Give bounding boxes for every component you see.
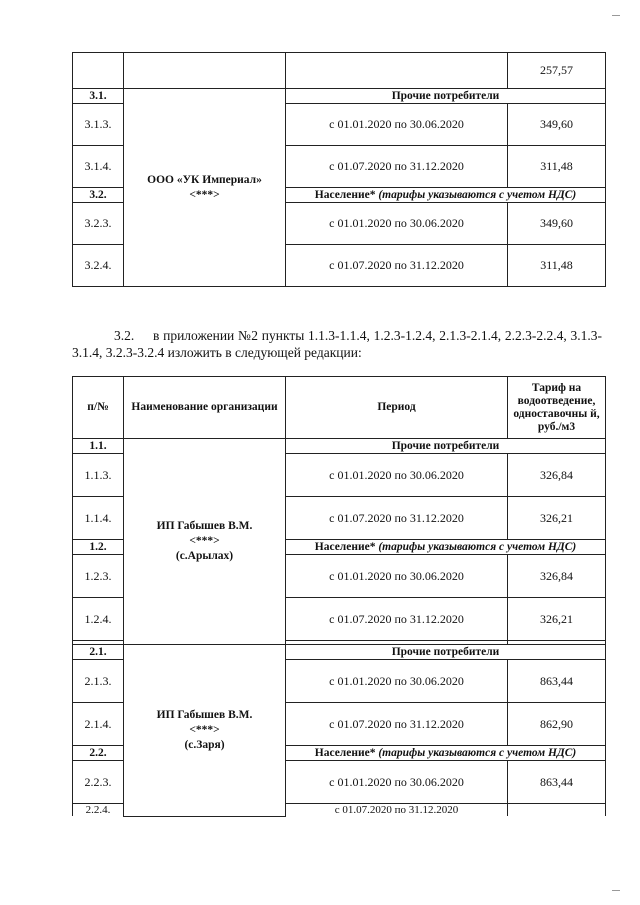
organization-name: ООО «УК Империал»: [147, 173, 262, 186]
period: с 01.01.2020 по 30.06.2020: [286, 203, 508, 245]
period: с 01.01.2020 по 30.06.2020: [286, 454, 508, 497]
section-number: 3.1.: [73, 89, 124, 104]
table-cell: [124, 53, 286, 89]
tariff-table-continued: [72, 52, 606, 287]
header-tariff: Тариф на водоотведение, одноставочны й, руб./м3: [508, 377, 606, 439]
period: с 01.01.2020 по 30.06.2020: [286, 761, 508, 804]
row-number: 2.2.3.: [73, 761, 124, 804]
header-number: п/№: [73, 377, 124, 439]
table-cell: [286, 53, 508, 89]
period: с 01.01.2020 по 30.06.2020: [286, 555, 508, 598]
period: с 01.07.2020 по 31.12.2020: [286, 497, 508, 540]
row-number: 3.2.3.: [73, 203, 124, 245]
section-number: 2.2.: [73, 746, 124, 761]
paragraph-text: в приложении №2 пункты 1.1.3-1.1.4, 1.2.3-1.2.4, 2.1.3-2.1.4, 2.2.3-2.2.4, 3.1.3-3.1.4, 3.2.3-3.2.4 изложить в следующей редакции:: [72, 328, 603, 360]
organization-code: <***>: [189, 188, 220, 201]
section-number: 3.2.: [73, 188, 124, 203]
section-label: Население* (тарифы указываются с учетом НДС): [286, 188, 606, 203]
period: с 01.07.2020 по 31.12.2020: [286, 245, 508, 287]
tariff-value: [508, 804, 606, 817]
period: с 01.01.2020 по 30.06.2020: [286, 660, 508, 703]
organization-name: ИП Габышев В.М.: [156, 708, 253, 721]
row-number: 3.1.4.: [73, 146, 124, 188]
row-number: 3.2.4.: [73, 245, 124, 287]
tariff-table: [72, 376, 606, 817]
scan-mark: [612, 15, 620, 16]
period: с 01.07.2020 по 31.12.2020: [286, 598, 508, 641]
period: с 01.01.2020 по 30.06.2020: [286, 104, 508, 146]
row-number: 2.2.4.: [73, 804, 124, 817]
section-label: Прочие потребители: [286, 89, 606, 104]
tariff-value: 326,84: [508, 454, 606, 497]
organization-place: (с.Арылах): [175, 550, 234, 562]
section-number: 2.1.: [73, 645, 124, 660]
paragraph-number: 3.2.: [114, 328, 135, 343]
section-number: 1.2.: [73, 540, 124, 555]
tariff-value: 311,48: [508, 245, 606, 287]
organization-cell: [124, 89, 286, 287]
row-number: 1.1.4.: [73, 497, 124, 540]
tariff-value: 326,21: [508, 497, 606, 540]
tariff-value: 349,60: [508, 203, 606, 245]
organization-code: <***>: [189, 535, 220, 547]
tariff-value: 326,21: [508, 598, 606, 641]
organization-cell: [124, 439, 286, 645]
row-number: 2.1.3.: [73, 660, 124, 703]
section-number: 1.1.: [73, 439, 124, 454]
organization-cell: [124, 645, 286, 817]
tariff-value: 257,57: [508, 53, 606, 89]
period: с 01.07.2020 по 31.12.2020: [286, 146, 508, 188]
row-number: 1.2.4.: [73, 598, 124, 641]
row-number: 1.2.3.: [73, 555, 124, 598]
organization-code: <***>: [189, 723, 220, 736]
period: с 01.07.2020 по 31.12.2020: [286, 703, 508, 746]
tariff-value: 311,48: [508, 146, 606, 188]
scan-mark: [612, 890, 620, 891]
section-label: Население* (тарифы указываются с учетом НДС): [286, 540, 606, 555]
row-number: 1.1.3.: [73, 454, 124, 497]
tariff-value: 863,44: [508, 761, 606, 804]
amendment-paragraph: [72, 327, 602, 361]
table-cell: [73, 53, 124, 89]
row-number: 3.1.3.: [73, 104, 124, 146]
organization-place: (с.Заря): [184, 738, 225, 751]
row-number: 2.1.4.: [73, 703, 124, 746]
tariff-value: 349,60: [508, 104, 606, 146]
header-period: Период: [286, 377, 508, 439]
tariff-value: 863,44: [508, 660, 606, 703]
tariff-value: 326,84: [508, 555, 606, 598]
section-label: Прочие потребители: [286, 645, 606, 660]
section-label: Прочие потребители: [286, 439, 606, 454]
period: с 01.07.2020 по 31.12.2020: [286, 804, 508, 817]
organization-name: ИП Габышев В.М.: [156, 520, 253, 532]
tariff-value: 862,90: [508, 703, 606, 746]
section-label: Население* (тарифы указываются с учетом НДС): [286, 746, 606, 761]
header-organization: Наименование организации: [124, 377, 286, 439]
